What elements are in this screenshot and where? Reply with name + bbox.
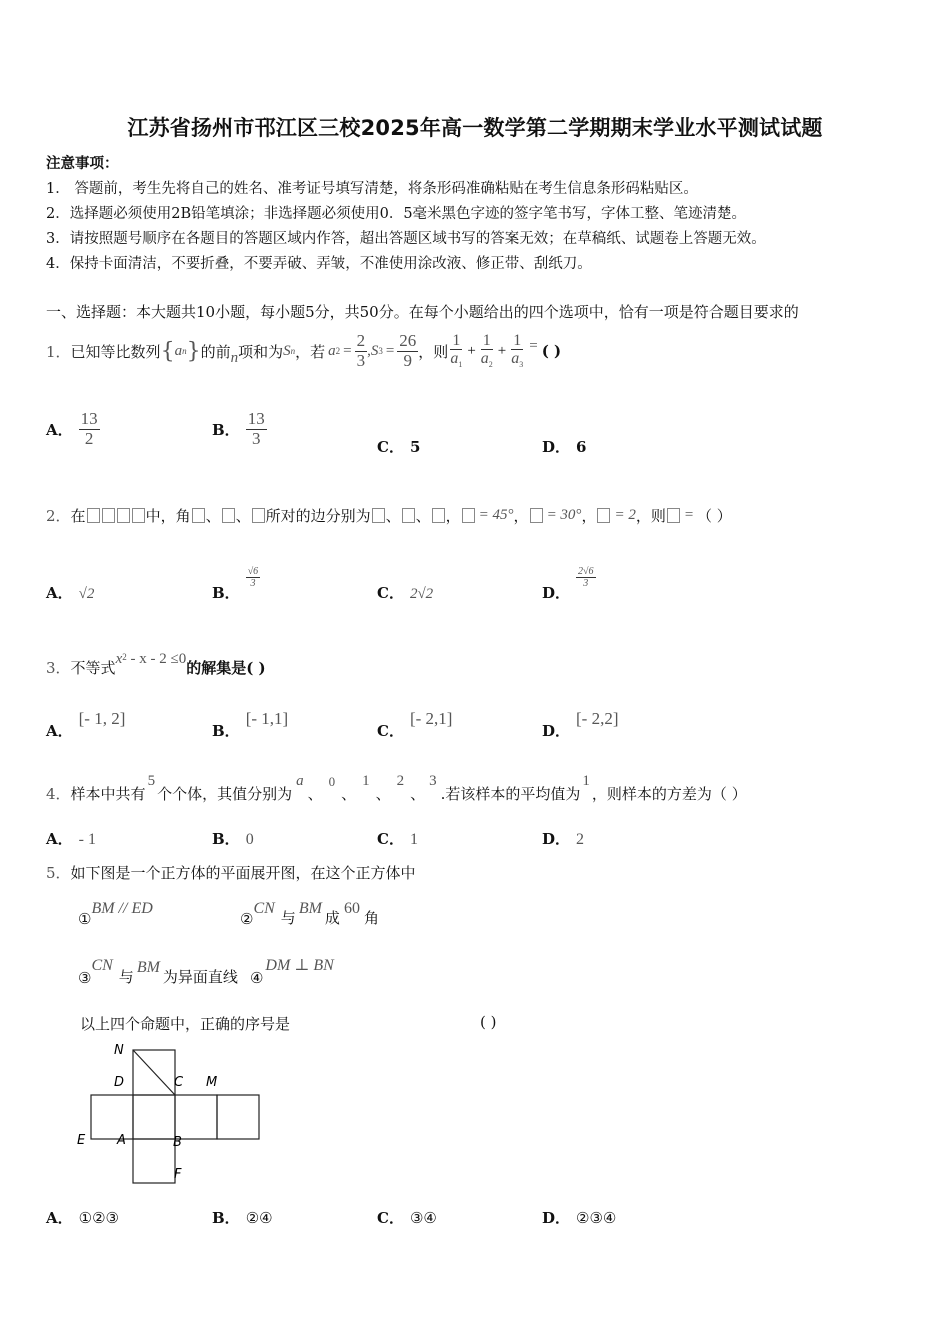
label-c: C [174,1075,184,1090]
q5-option-b[interactable]: B． ②④ [212,1209,273,1227]
q2-option-d[interactable]: D． $\frac{2√6}{3}$ [542,566,594,602]
q5-option-c[interactable]: C． ③④ [377,1209,437,1227]
q1-option-c[interactable]: C． 5 [377,438,421,456]
q3-option-b[interactable]: B． [- 1,1] [212,708,289,740]
section-heading: 一、选择题：本大题共10小题，每小题5分，共50分。在每个小题给出的四个选项中，恰有一项是符合题目要求的 [46,303,799,321]
question-3: 3． 不等式 x $^2$ - x - 2 ≤0 的解集是( ) [46,650,266,677]
net-face-right [175,1095,217,1139]
page-title: 江苏省扬州市邗江区三校2025年高一数学第二学期期末学业水平测试试题 [127,116,823,140]
q5-option-a[interactable]: A． ①②③ [46,1209,119,1227]
q4-option-d[interactable]: D． 2 [542,830,585,848]
label-a: A [117,1133,126,1148]
label-n: N [114,1043,124,1058]
net-diagonal-nc [133,1050,175,1095]
q1-option-a[interactable]: A． $\frac{13}{2}$ [46,409,98,448]
q2-option-a[interactable]: A． √2 [46,584,95,602]
question-1: 1． 已知等比数列 { a n } 的前 n 项和为 S n ，若 a 2 = $\frac{2}{3}$ , S 3 = $\frac{26}{9}$ ，则 $\frac{1}{a_1}$ + $\frac{1}{a_2}$ + $\frac{1}{a_3}$ = ( ) [46,330,562,370]
q3-option-c[interactable]: C． [- 2,1] [377,708,453,740]
notice-item: 2．选择题必须使用2B铅笔填涂；非选择题必须使用0．5毫米黑色字迹的签字笔书写，字体工整、笔迹清楚。 [46,206,747,222]
q1-option-d[interactable]: D． 6 [542,438,587,456]
q5-proposition-3: ③ CN 与 BM 为异面直线 ④ DM ⊥ BN [78,957,334,987]
cube-net-svg [74,1038,264,1188]
q5-option-d[interactable]: D． ②③④ [542,1209,617,1227]
net-face-far-right [217,1095,259,1139]
notice-item: 3．请按照题号顺序在各题目的答题区域内作答，超出答题区域书写的答案无效；在草稿纸、试题卷上答题无效。 [46,231,766,247]
label-f: F [174,1167,182,1182]
label-m: M [206,1075,218,1090]
notice-heading: 注意事项： [46,155,119,172]
notice-item: 4．保持卡面清洁，不要折叠，不要弄破、弄皱，不准使用涂改液、修正带、刮纸刀。 [46,256,592,272]
net-face-bottom [133,1139,175,1183]
q4-option-a[interactable]: A． - 1 [46,830,96,848]
question-5: 5．如下图是一个正方体的平面展开图，在这个正方体中 [46,864,416,882]
q5-answer-paren: ( ) [480,1013,497,1031]
label-d: D [114,1075,125,1090]
q4-option-b[interactable]: B． 0 [212,830,254,848]
q2-option-c[interactable]: C． 2√2 [377,584,434,602]
label-e: E [77,1133,86,1148]
q5-proposition-1: ① BM // ED [78,900,153,928]
q2-option-b[interactable]: B． $\frac{√6}{3}$ [212,566,259,602]
q3-option-d[interactable]: D． [- 2,2] [542,708,619,740]
q1-option-b[interactable]: B． $\frac{13}{3}$ [212,409,265,448]
q4-option-c[interactable]: C． 1 [377,830,418,848]
net-face-center [133,1095,175,1139]
notice-item: 1． 答题前，考生先将自己的姓名、准考证号填写清楚，将条形码准确粘贴在考生信息条形码粘贴区。 [46,181,698,197]
q5-conclusion: 以上四个命题中，正确的序号是 [80,1015,291,1033]
q3-option-a[interactable]: A． [- 1, 2] [46,708,126,740]
q5-proposition-2: ② CN 与 BM 成 60 角 [240,900,379,928]
question-4: 4． 样本中共有 5 个个体，其值分别为 a 、 0 、 1 、 2 、 3 .若该样本的平均值为 1 ，则样本的方差为（ ） [46,773,747,803]
question-2: 2． 在 中，角 、 、 所对的边分别为 、 、 ， = 45° ， = 30° ， = 2 ，则 = （ ） [46,507,732,525]
label-b: B [173,1135,182,1150]
net-face-left [91,1095,133,1139]
cube-net-figure [74,1038,264,1188]
